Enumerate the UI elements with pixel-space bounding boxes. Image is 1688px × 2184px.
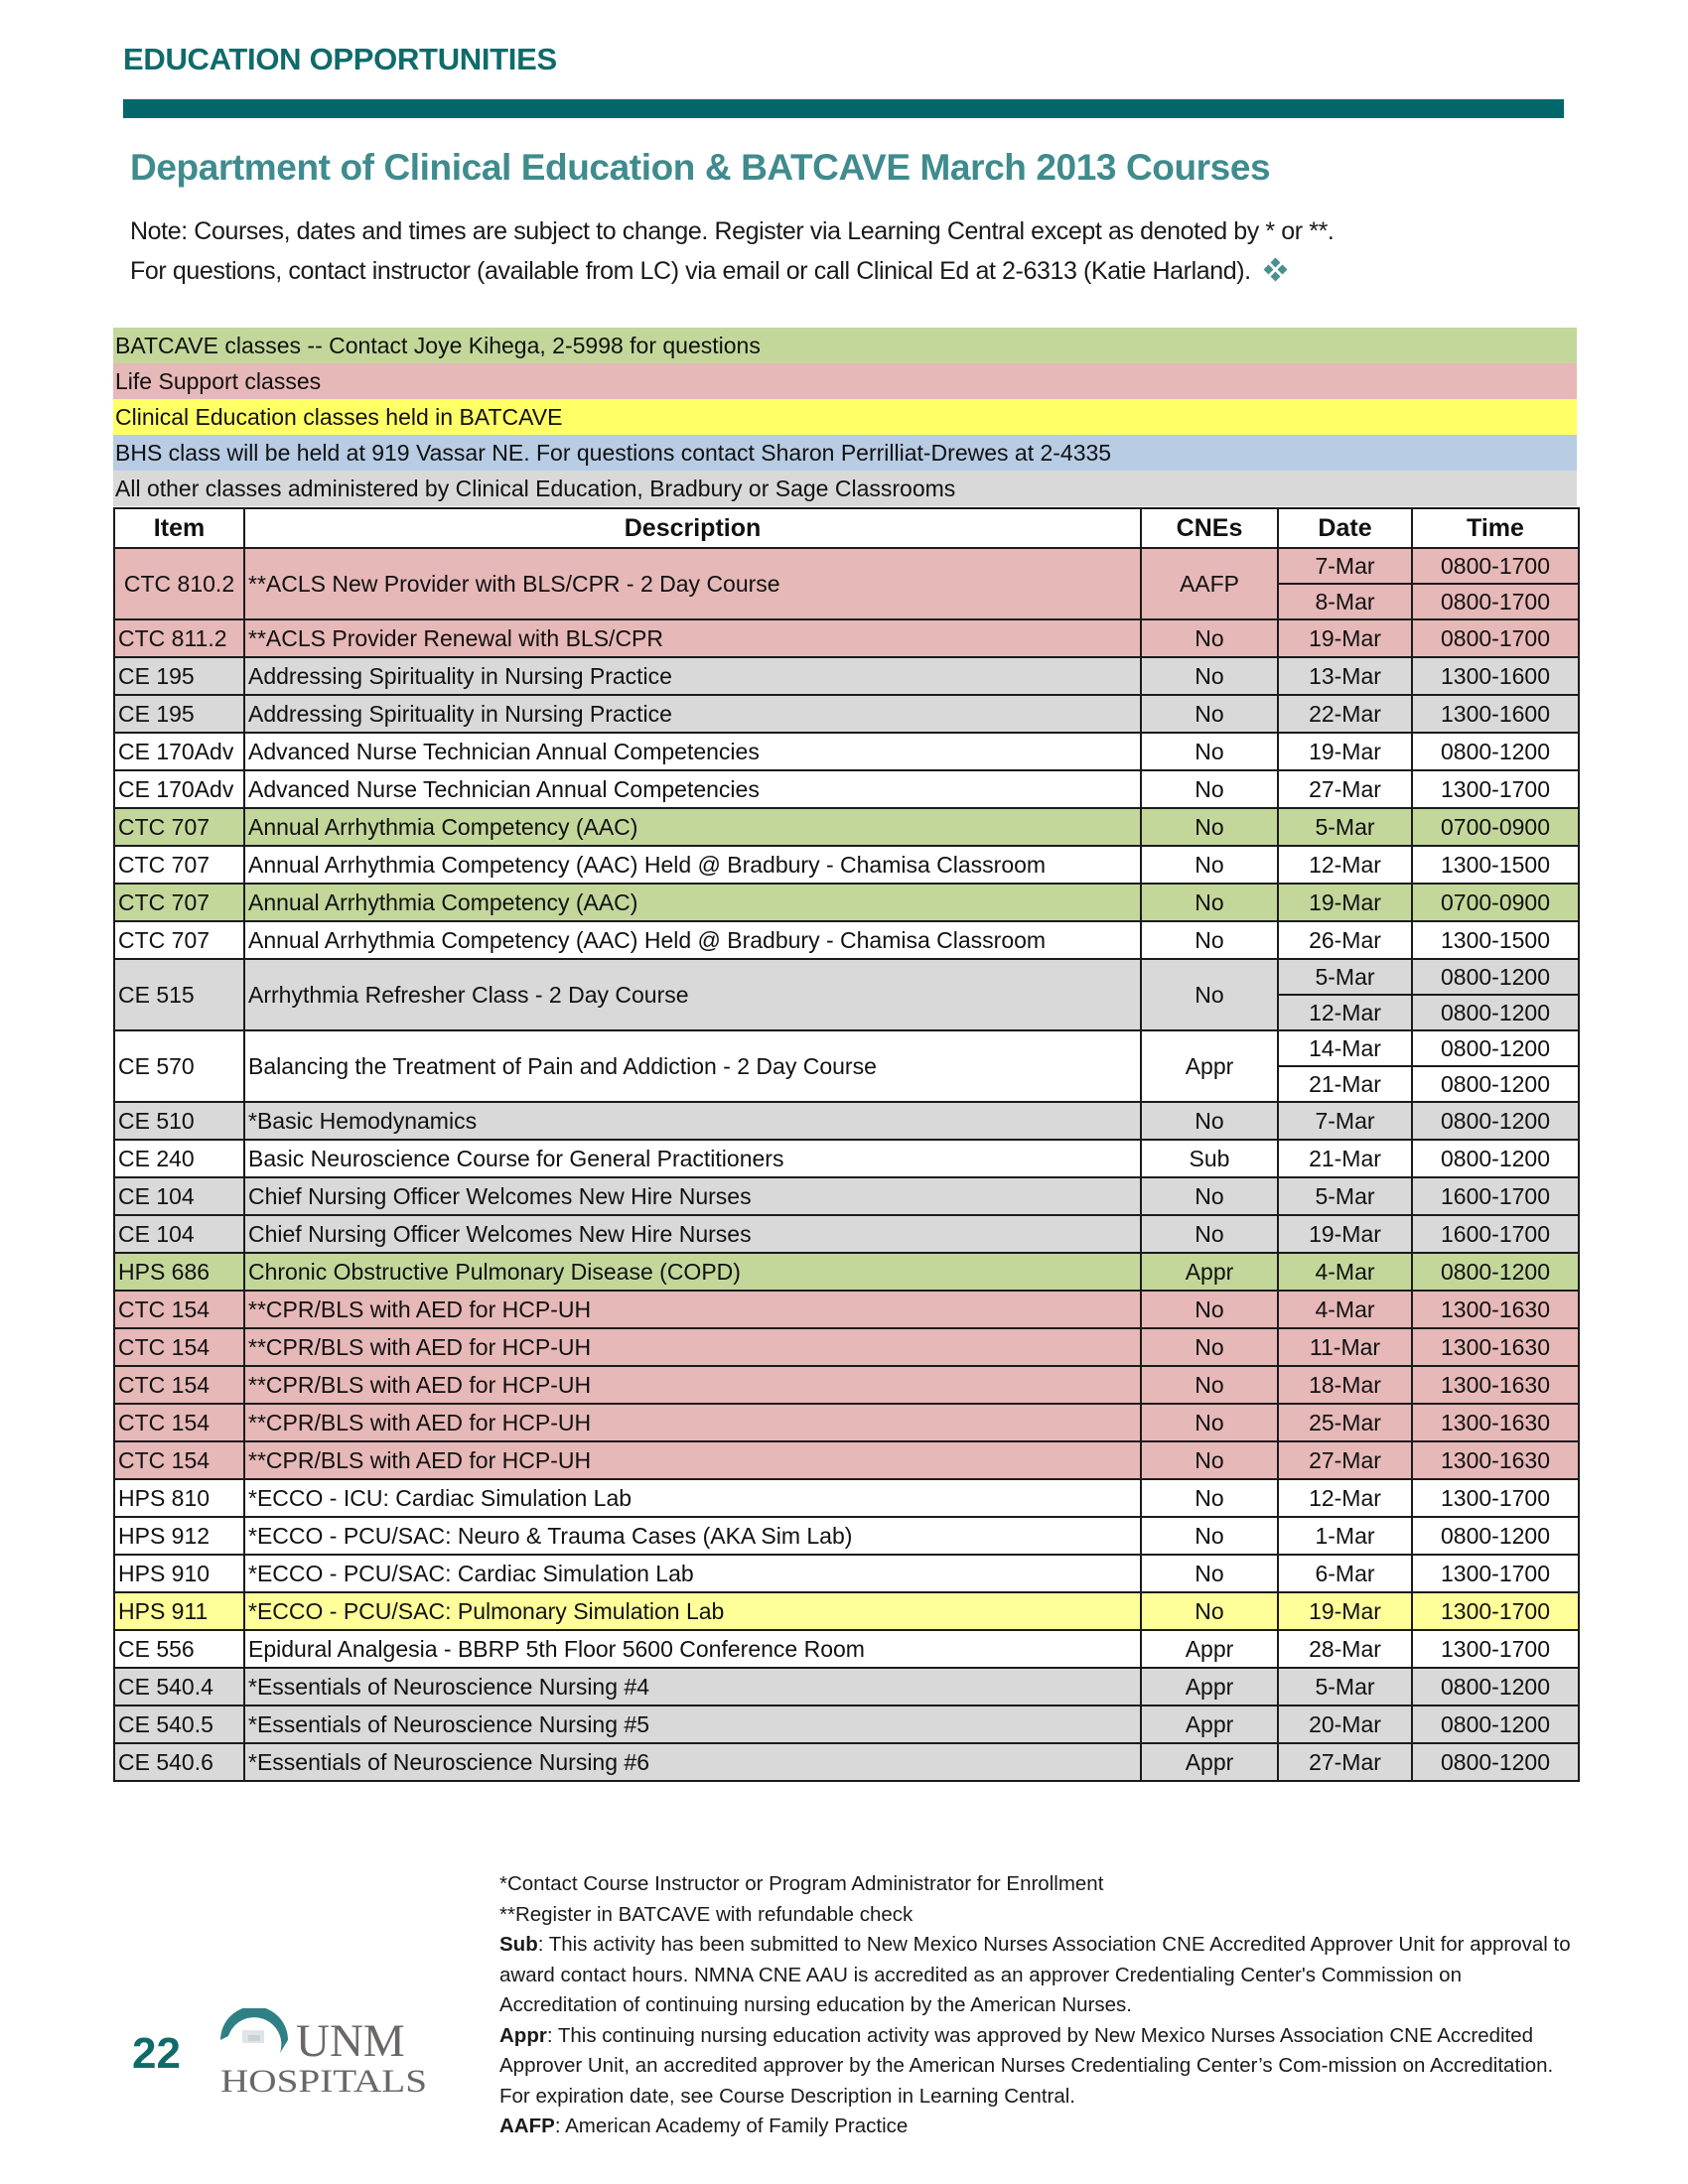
table-row [114,619,1579,657]
header-rule [123,99,1564,118]
cell-item: CE 195 [114,657,244,695]
cell-cnes: No [1141,808,1278,846]
cell-item: HPS 910 [114,1555,244,1592]
table-row [114,1668,1579,1706]
cell-cnes: Sub [1141,1140,1278,1177]
table-row [114,1291,1579,1328]
cell-description: **ACLS Provider Renewal with BLS/CPR [244,619,1141,657]
cell-item: CE 540.5 [114,1706,244,1743]
footnote-aafp-text: : American Academy of Family Practice [554,2115,909,2137]
cell-date: 18-Mar [1278,1366,1412,1404]
cell-date: 25-Mar [1278,1404,1412,1441]
cell-item: CTC 154 [114,1441,244,1479]
cell-description: **CPR/BLS with AED for HCP-UH [244,1366,1141,1404]
cell-description: *Essentials of Neuroscience Nursing #5 [244,1706,1141,1743]
table-row [114,1630,1579,1668]
cell-description: Arrhythmia Refresher Class - 2 Day Course [244,959,1141,1030]
cell-cnes: No [1141,1102,1278,1140]
cell-time: 1300-1630 [1412,1328,1579,1366]
cell-time: 0800-1200 [1412,1743,1579,1781]
cell-date: 27-Mar [1278,1441,1412,1479]
table-row [114,657,1579,695]
cell-description: *ECCO - PCU/SAC: Pulmonary Simulation Lab [244,1592,1141,1630]
cell-item: CTC 811.2 [114,619,244,657]
table-body [114,548,1579,1781]
header-cnes: CNEs [1141,508,1278,548]
cell-time: 0800-1200 [1412,959,1579,995]
cell-item: CE 104 [114,1215,244,1253]
cell-item: CE 570 [114,1030,244,1102]
cell-time: 0800-1200 [1412,1253,1579,1291]
cell-time: 0800-1200 [1412,1066,1579,1102]
cell-cnes: No [1141,921,1278,959]
logo-unm-text: UNM [296,2015,405,2067]
cell-cnes: No [1141,1479,1278,1517]
cell-description: Advanced Nurse Technician Annual Competencies [244,733,1141,770]
cell-cnes: AAFP [1141,548,1278,619]
four-diamond-icon [1265,259,1287,281]
cell-date: 5-Mar [1278,959,1412,995]
cell-item: HPS 810 [114,1479,244,1517]
table-header-row [114,508,1579,548]
cell-time: 1300-1700 [1412,1592,1579,1630]
header-item: Item [114,508,244,548]
cell-time: 1300-1700 [1412,1630,1579,1668]
table-row [114,1743,1579,1781]
table-row [114,733,1579,770]
cell-item: CTC 154 [114,1291,244,1328]
table-row [114,1479,1579,1517]
cell-date: 8-Mar [1278,584,1412,619]
cell-date: 13-Mar [1278,657,1412,695]
cell-date: 12-Mar [1278,1479,1412,1517]
cell-description: Epidural Analgesia - BBRP 5th Floor 5600 Conference Room [244,1630,1141,1668]
cell-date: 22-Mar [1278,695,1412,733]
cell-description: *ECCO - ICU: Cardiac Simulation Lab [244,1479,1141,1517]
cell-cnes: No [1141,884,1278,921]
footnote-sub-label: Sub [499,1933,538,1956]
table-row [114,959,1579,995]
note-line-1: Note: Courses, dates and times are subject to change. Register via Learning Central except as denoted by * or **. [130,217,1335,245]
cell-item: CTC 707 [114,884,244,921]
cell-description: Annual Arrhythmia Competency (AAC) Held @ Bradbury - Chamisa Classroom [244,846,1141,884]
cell-date: 19-Mar [1278,1592,1412,1630]
cell-time: 0800-1200 [1412,733,1579,770]
footnote-appr-label: Appr [499,2023,547,2047]
cell-date: 19-Mar [1278,884,1412,921]
table-row [114,1253,1579,1291]
cell-item: CE 540.4 [114,1668,244,1706]
cell-cnes: Appr [1141,1630,1278,1668]
cell-item: CE 540.6 [114,1743,244,1781]
cell-description: **CPR/BLS with AED for HCP-UH [244,1291,1141,1328]
cell-time: 0800-1700 [1412,619,1579,657]
cell-description: *Basic Hemodynamics [244,1102,1141,1140]
table-row [114,548,1579,584]
table-row [114,1404,1579,1441]
cell-time: 0800-1200 [1412,1517,1579,1555]
cell-item: CE 240 [114,1140,244,1177]
cell-date: 20-Mar [1278,1706,1412,1743]
cell-description: Annual Arrhythmia Competency (AAC) [244,808,1141,846]
cell-date: 5-Mar [1278,1668,1412,1706]
cell-item: CTC 154 [114,1366,244,1404]
cell-description: **CPR/BLS with AED for HCP-UH [244,1441,1141,1479]
cell-description: Addressing Spirituality in Nursing Practice [244,657,1141,695]
cell-description: **CPR/BLS with AED for HCP-UH [244,1404,1141,1441]
footnote-sub-text: : This activity has been submitted to New Mexico Nurses Association CNE Accredited Approver Unit for approval to award contact hours. NMNA CNE AAU is accredited as an approver Credentialing Center's Commission on Accreditation of continuing nursing education by the American Nurses. [499,1933,1571,2016]
courses-table [113,507,1580,1782]
cell-item: CTC 154 [114,1328,244,1366]
cell-date: 7-Mar [1278,548,1412,584]
cell-date: 14-Mar [1278,1030,1412,1066]
cell-description: Chief Nursing Officer Welcomes New Hire Nurses [244,1177,1141,1215]
cell-item: CTC 707 [114,921,244,959]
cell-date: 19-Mar [1278,619,1412,657]
cell-date: 19-Mar [1278,733,1412,770]
cell-item: CTC 707 [114,808,244,846]
cell-date: 4-Mar [1278,1291,1412,1328]
cell-item: CE 556 [114,1630,244,1668]
cell-date: 26-Mar [1278,921,1412,959]
cell-time: 0800-1700 [1412,584,1579,619]
cell-time: 1300-1700 [1412,1555,1579,1592]
cell-date: 5-Mar [1278,1177,1412,1215]
footnotes [499,1869,1582,2142]
table-row [114,921,1579,959]
table-row [114,1030,1579,1066]
cell-item: HPS 912 [114,1517,244,1555]
cell-cnes: No [1141,733,1278,770]
cell-cnes: Appr [1141,1668,1278,1706]
cell-time: 1300-1700 [1412,1479,1579,1517]
table-row [114,770,1579,808]
legend-clinical-ed-batcave: Clinical Education classes held in BATCAVE [113,399,1577,435]
footnote-aafp-label: AAFP [499,2115,555,2137]
cell-time: 1300-1500 [1412,846,1579,884]
table-row [114,1592,1579,1630]
cell-description: Basic Neuroscience Course for General Practitioners [244,1140,1141,1177]
cell-cnes: No [1141,846,1278,884]
cell-time: 1300-1500 [1412,921,1579,959]
cell-item: CE 515 [114,959,244,1030]
cell-time: 0800-1200 [1412,995,1579,1030]
cell-time: 0800-1200 [1412,1140,1579,1177]
color-legend [113,328,1577,506]
cell-item: CTC 810.2 [114,548,244,619]
cell-cnes: No [1141,1366,1278,1404]
legend-other: All other classes administered by Clinical Education, Bradbury or Sage Classrooms [113,471,1577,506]
cell-date: 27-Mar [1278,1743,1412,1781]
cell-time: 0800-1700 [1412,548,1579,584]
cell-time: 0800-1200 [1412,1102,1579,1140]
table-row [114,1215,1579,1253]
note-line-2-text: For questions, contact instructor (available from LC) via email or call Clinical Ed at 2-6313 (Katie Harland). [130,257,1251,285]
table-row [114,1555,1579,1592]
table-row [114,1441,1579,1479]
cell-time: 0800-1200 [1412,1668,1579,1706]
header-time: Time [1412,508,1579,548]
logo-hospitals-text: HOSPITALS [220,2064,427,2095]
cell-cnes: No [1141,959,1278,1030]
cell-cnes: No [1141,1441,1278,1479]
cell-time: 1300-1600 [1412,695,1579,733]
cell-item: CE 104 [114,1177,244,1215]
cell-item: CE 195 [114,695,244,733]
cell-date: 4-Mar [1278,1253,1412,1291]
note-line-2 [130,257,1287,286]
cell-time: 1300-1630 [1412,1366,1579,1404]
cell-date: 12-Mar [1278,846,1412,884]
table-row [114,1140,1579,1177]
legend-batcave: BATCAVE classes -- Contact Joye Kihega, 2-5998 for questions [113,328,1577,363]
footnote-aafp [499,2112,1582,2142]
cell-cnes: No [1141,1404,1278,1441]
cell-date: 27-Mar [1278,770,1412,808]
header-description: Description [244,508,1141,548]
cell-date: 28-Mar [1278,1630,1412,1668]
cell-cnes: No [1141,1517,1278,1555]
table-row [114,1177,1579,1215]
cell-date: 11-Mar [1278,1328,1412,1366]
cell-description: Advanced Nurse Technician Annual Competencies [244,770,1141,808]
footnote-single-star: *Contact Course Instructor or Program Administrator for Enrollment [499,1872,1104,1895]
cell-description: **CPR/BLS with AED for HCP-UH [244,1328,1141,1366]
cell-description: Chronic Obstructive Pulmonary Disease (COPD) [244,1253,1141,1291]
page-title: Department of Clinical Education & BATCAVE March 2013 Courses [130,147,1271,188]
legend-bhs: BHS class will be held at 919 Vassar NE. For questions contact Sharon Perrilliat-Drewes at 2-4335 [113,435,1577,471]
cell-time: 0800-1200 [1412,1030,1579,1066]
cell-cnes: No [1141,1177,1278,1215]
cell-time: 1600-1700 [1412,1177,1579,1215]
cell-cnes: Appr [1141,1030,1278,1102]
cell-time: 0800-1200 [1412,1706,1579,1743]
cell-time: 1300-1630 [1412,1441,1579,1479]
cell-cnes: No [1141,1291,1278,1328]
cell-time: 1300-1700 [1412,770,1579,808]
table-row [114,884,1579,921]
cell-time: 1300-1630 [1412,1404,1579,1441]
cell-cnes: No [1141,657,1278,695]
cell-description: Annual Arrhythmia Competency (AAC) [244,884,1141,921]
cell-time: 1300-1630 [1412,1291,1579,1328]
cell-cnes: No [1141,619,1278,657]
cell-cnes: Appr [1141,1253,1278,1291]
cell-description: Annual Arrhythmia Competency (AAC) Held @ Bradbury - Chamisa Classroom [244,921,1141,959]
cell-time: 1300-1600 [1412,657,1579,695]
cell-description: *ECCO - PCU/SAC: Cardiac Simulation Lab [244,1555,1141,1592]
table-row [114,1517,1579,1555]
table-row [114,1706,1579,1743]
unm-hospitals-logo [218,2008,429,2095]
cell-cnes: No [1141,1215,1278,1253]
cell-date: 21-Mar [1278,1066,1412,1102]
footnote-appr-text: : This continuing nursing education activity was approved by New Mexico Nurses Association CNE Accredited Approver Unit, an accredited approver by the American Nurses Credentialing Center’s Com-mission on Accreditation. For expiration date, see Course Description in Learning Central. [499,2023,1554,2108]
cell-item: CE 170Adv [114,733,244,770]
cell-description: *Essentials of Neuroscience Nursing #6 [244,1743,1141,1781]
cell-time: 0700-0900 [1412,808,1579,846]
cell-cnes: No [1141,1328,1278,1366]
cell-date: 6-Mar [1278,1555,1412,1592]
cell-cnes: No [1141,1555,1278,1592]
page-number: 22 [132,2029,181,2078]
cell-description: *ECCO - PCU/SAC: Neuro & Trauma Cases (AKA Sim Lab) [244,1517,1141,1555]
cell-date: 1-Mar [1278,1517,1412,1555]
cell-item: CTC 707 [114,846,244,884]
cell-item: HPS 911 [114,1592,244,1630]
cell-item: HPS 686 [114,1253,244,1291]
cell-date: 21-Mar [1278,1140,1412,1177]
cell-time: 0700-0900 [1412,884,1579,921]
cell-item: CTC 154 [114,1404,244,1441]
header-date: Date [1278,508,1412,548]
cell-description: **ACLS New Provider with BLS/CPR - 2 Day Course [244,548,1141,619]
section-heading: EDUCATION OPPORTUNITIES [123,42,557,76]
table-row [114,846,1579,884]
cell-date: 5-Mar [1278,808,1412,846]
cell-item: CE 510 [114,1102,244,1140]
cell-date: 12-Mar [1278,995,1412,1030]
table-row [114,1328,1579,1366]
cell-description: *Essentials of Neuroscience Nursing #4 [244,1668,1141,1706]
footnote-double-star: **Register in BATCAVE with refundable check [499,1902,914,1926]
cell-cnes: No [1141,695,1278,733]
table-row [114,1366,1579,1404]
cell-description: Addressing Spirituality in Nursing Practice [244,695,1141,733]
table-row [114,1102,1579,1140]
footnote-sub [499,1930,1582,2021]
legend-life-support: Life Support classes [113,363,1577,399]
table-row [114,695,1579,733]
footnote-appr [499,2021,1582,2113]
cell-cnes: No [1141,770,1278,808]
cell-cnes: No [1141,1592,1278,1630]
table-row [114,808,1579,846]
cell-date: 19-Mar [1278,1215,1412,1253]
cell-time: 1600-1700 [1412,1215,1579,1253]
cell-cnes: Appr [1141,1706,1278,1743]
cell-description: Balancing the Treatment of Pain and Addiction - 2 Day Course [244,1030,1141,1102]
cell-cnes: Appr [1141,1743,1278,1781]
cell-date: 7-Mar [1278,1102,1412,1140]
cell-item: CE 170Adv [114,770,244,808]
cell-description: Chief Nursing Officer Welcomes New Hire Nurses [244,1215,1141,1253]
